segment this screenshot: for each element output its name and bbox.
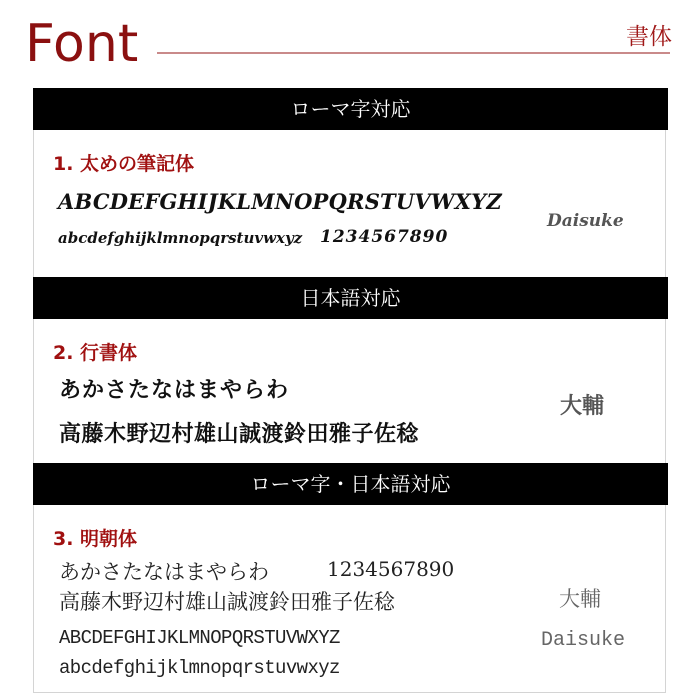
mincho-lowercase-sample: abcdefghijklmnopqrstuvwxyz <box>59 657 340 679</box>
mincho-kana-sample: あかさたなはまやらわ <box>59 560 269 584</box>
gyosho-name-sample: 大輔 <box>560 393 605 419</box>
font-samples-panel <box>33 88 666 693</box>
script-digits-sample: 1234567890 <box>320 227 449 247</box>
page-title: Font <box>25 14 139 74</box>
section-title-script: 1. 太めの筆記体 <box>53 153 195 175</box>
mincho-name-en-sample: Daisuke <box>541 629 626 652</box>
section-bar-japanese: 日本語対応 <box>33 277 668 319</box>
mincho-uppercase-sample: ABCDEFGHIJKLMNOPQRSTUVWXYZ <box>59 627 340 649</box>
section-bar-romaji: ローマ字対応 <box>33 88 668 130</box>
page-subtitle: 書体 <box>626 24 672 50</box>
gyosho-kanji-sample: 高藤木野辺村雄山誠渡鈴田雅子佐稔 <box>59 421 420 447</box>
section-title-gyosho: 2. 行書体 <box>53 342 138 364</box>
title-divider <box>157 52 670 54</box>
mincho-kanji-sample: 高藤木野辺村雄山誠渡鈴田雅子佐稔 <box>59 590 395 614</box>
script-name-sample: Daisuke <box>547 211 624 231</box>
gyosho-kana-sample: あかさたなはまやらわ <box>59 377 290 403</box>
script-lowercase-sample: abcdefghijklmnopqrstuvwxyz <box>58 229 303 247</box>
section-bar-romaji-japanese: ローマ字・日本語対応 <box>33 463 668 505</box>
script-uppercase-sample: ABCDEFGHIJKLMNOPQRSTUVWXYZ <box>58 189 502 214</box>
mincho-digits-sample: 1234567890 <box>327 557 455 581</box>
section-title-mincho: 3. 明朝体 <box>53 528 138 550</box>
mincho-name-jp-sample: 大輔 <box>559 587 601 611</box>
